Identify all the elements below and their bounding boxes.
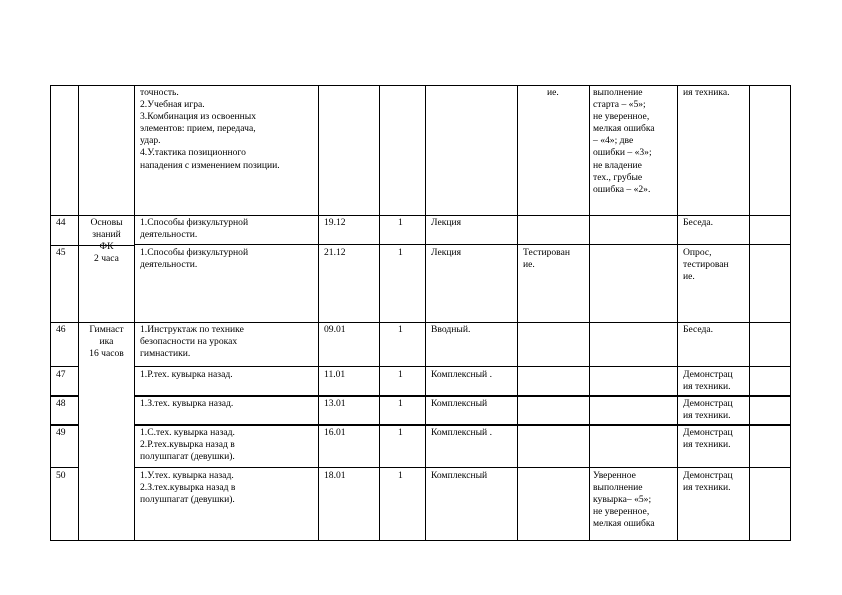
- lesson-content: 1.С.тех. кувырка назад. 2.Р.тех.кувырка назад в полушпагат (девушки).: [140, 427, 235, 463]
- notes: Беседа.: [683, 217, 714, 228]
- row-divider: [134, 424, 791, 426]
- lesson-number: 50: [56, 470, 66, 481]
- lesson-date: 18.01: [324, 470, 346, 481]
- control-form: Тестирован ие.: [523, 247, 570, 271]
- row-divider: [134, 244, 791, 245]
- column-divider: [425, 85, 426, 541]
- lesson-number: 46: [56, 324, 66, 335]
- row-divider: [50, 322, 791, 323]
- lesson-date: 09.01: [324, 324, 346, 335]
- column-divider: [677, 85, 678, 541]
- lesson-content: 1.З.тех. кувырка назад.: [140, 398, 234, 409]
- row-divider: [50, 215, 791, 216]
- lesson-number: 47: [56, 369, 66, 380]
- row-divider: [50, 467, 78, 468]
- section-title: Основы знаний ФК 2 часа: [90, 217, 123, 265]
- row-divider: [134, 366, 791, 367]
- lesson-content: 1.Инструктаж по технике безопасности на уроках гимнастики.: [140, 324, 244, 360]
- lesson-date: 13.01: [324, 398, 346, 409]
- column-divider: [78, 85, 79, 541]
- table-border-bottom: [50, 540, 791, 541]
- lesson-date: 19.12: [324, 217, 346, 228]
- lesson-content: точность. 2.Учебная игра. 3.Комбинация из освоенных элементов: прием, передача, удар. 4.У.тактика позиционного нападения с изменением позиции.: [140, 87, 280, 171]
- lesson-content: 1.Способы физкультурной деятельности.: [140, 217, 249, 241]
- column-divider: [134, 85, 135, 541]
- notes: Демонстрац ия техники.: [683, 470, 733, 494]
- lesson-date: 16.01: [324, 427, 346, 438]
- lesson-hours: 1: [398, 217, 403, 228]
- row-divider: [50, 395, 78, 397]
- lesson-date: 21.12: [324, 247, 346, 258]
- lesson-content: 1.У.тех. кувырка назад. 2.З.тех.кувырка назад в полушпагат (девушки).: [140, 470, 236, 506]
- row-divider: [134, 395, 791, 397]
- row-divider: [134, 467, 791, 468]
- row-divider: [50, 366, 78, 367]
- column-divider: [749, 85, 750, 541]
- section-title: Гимнаст ика 16 часов: [89, 324, 124, 360]
- lesson-hours: 1: [398, 427, 403, 438]
- column-divider: [379, 85, 380, 541]
- control-form: ие.: [547, 87, 559, 98]
- lesson-type: Комплексный: [431, 470, 488, 481]
- lesson-number: 49: [56, 427, 66, 438]
- lesson-number: 48: [56, 398, 66, 409]
- lesson-content: 1.Способы физкультурной деятельности.: [140, 247, 249, 271]
- notes: Беседа.: [683, 324, 714, 335]
- lesson-hours: 1: [398, 369, 403, 380]
- lesson-hours: 1: [398, 247, 403, 258]
- assessment-criteria: Уверенное выполнение кувырка– «5»; не уверенное, мелкая ошибка: [593, 470, 655, 530]
- notes: Демонстрац ия техники.: [683, 398, 733, 422]
- lesson-type: Комплексный: [431, 398, 488, 409]
- lesson-hours: 1: [398, 470, 403, 481]
- table-border-top: [50, 85, 791, 86]
- lesson-content: 1.Р.тех. кувырка назад.: [140, 369, 233, 380]
- notes: Демонстрац ия техники.: [683, 369, 733, 393]
- column-divider: [589, 85, 590, 541]
- lesson-type: Вводный.: [431, 324, 471, 335]
- lesson-number: 44: [56, 217, 66, 228]
- lesson-type: Лекция: [431, 217, 462, 228]
- row-divider: [50, 424, 78, 426]
- lesson-hours: 1: [398, 324, 403, 335]
- column-divider: [517, 85, 518, 541]
- lesson-hours: 1: [398, 398, 403, 409]
- assessment-criteria: выполнение старта – «5»; не уверенное, мелкая ошибка – «4»; две ошибки – «3»; не владение тех., грубые ошибка – «2».: [593, 87, 655, 195]
- notes: ия техника.: [683, 87, 730, 98]
- notes: Опрос, тестирован ие.: [683, 247, 729, 283]
- lesson-type: Комплексный .: [431, 427, 492, 438]
- lesson-type: Лекция: [431, 247, 462, 258]
- column-divider: [318, 85, 319, 541]
- lesson-type: Комплексный .: [431, 369, 492, 380]
- notes: Демонстрац ия техники.: [683, 427, 733, 451]
- lesson-number: 45: [56, 247, 66, 258]
- column-divider: [790, 85, 791, 541]
- lesson-date: 11.01: [324, 369, 346, 380]
- column-divider: [50, 85, 51, 541]
